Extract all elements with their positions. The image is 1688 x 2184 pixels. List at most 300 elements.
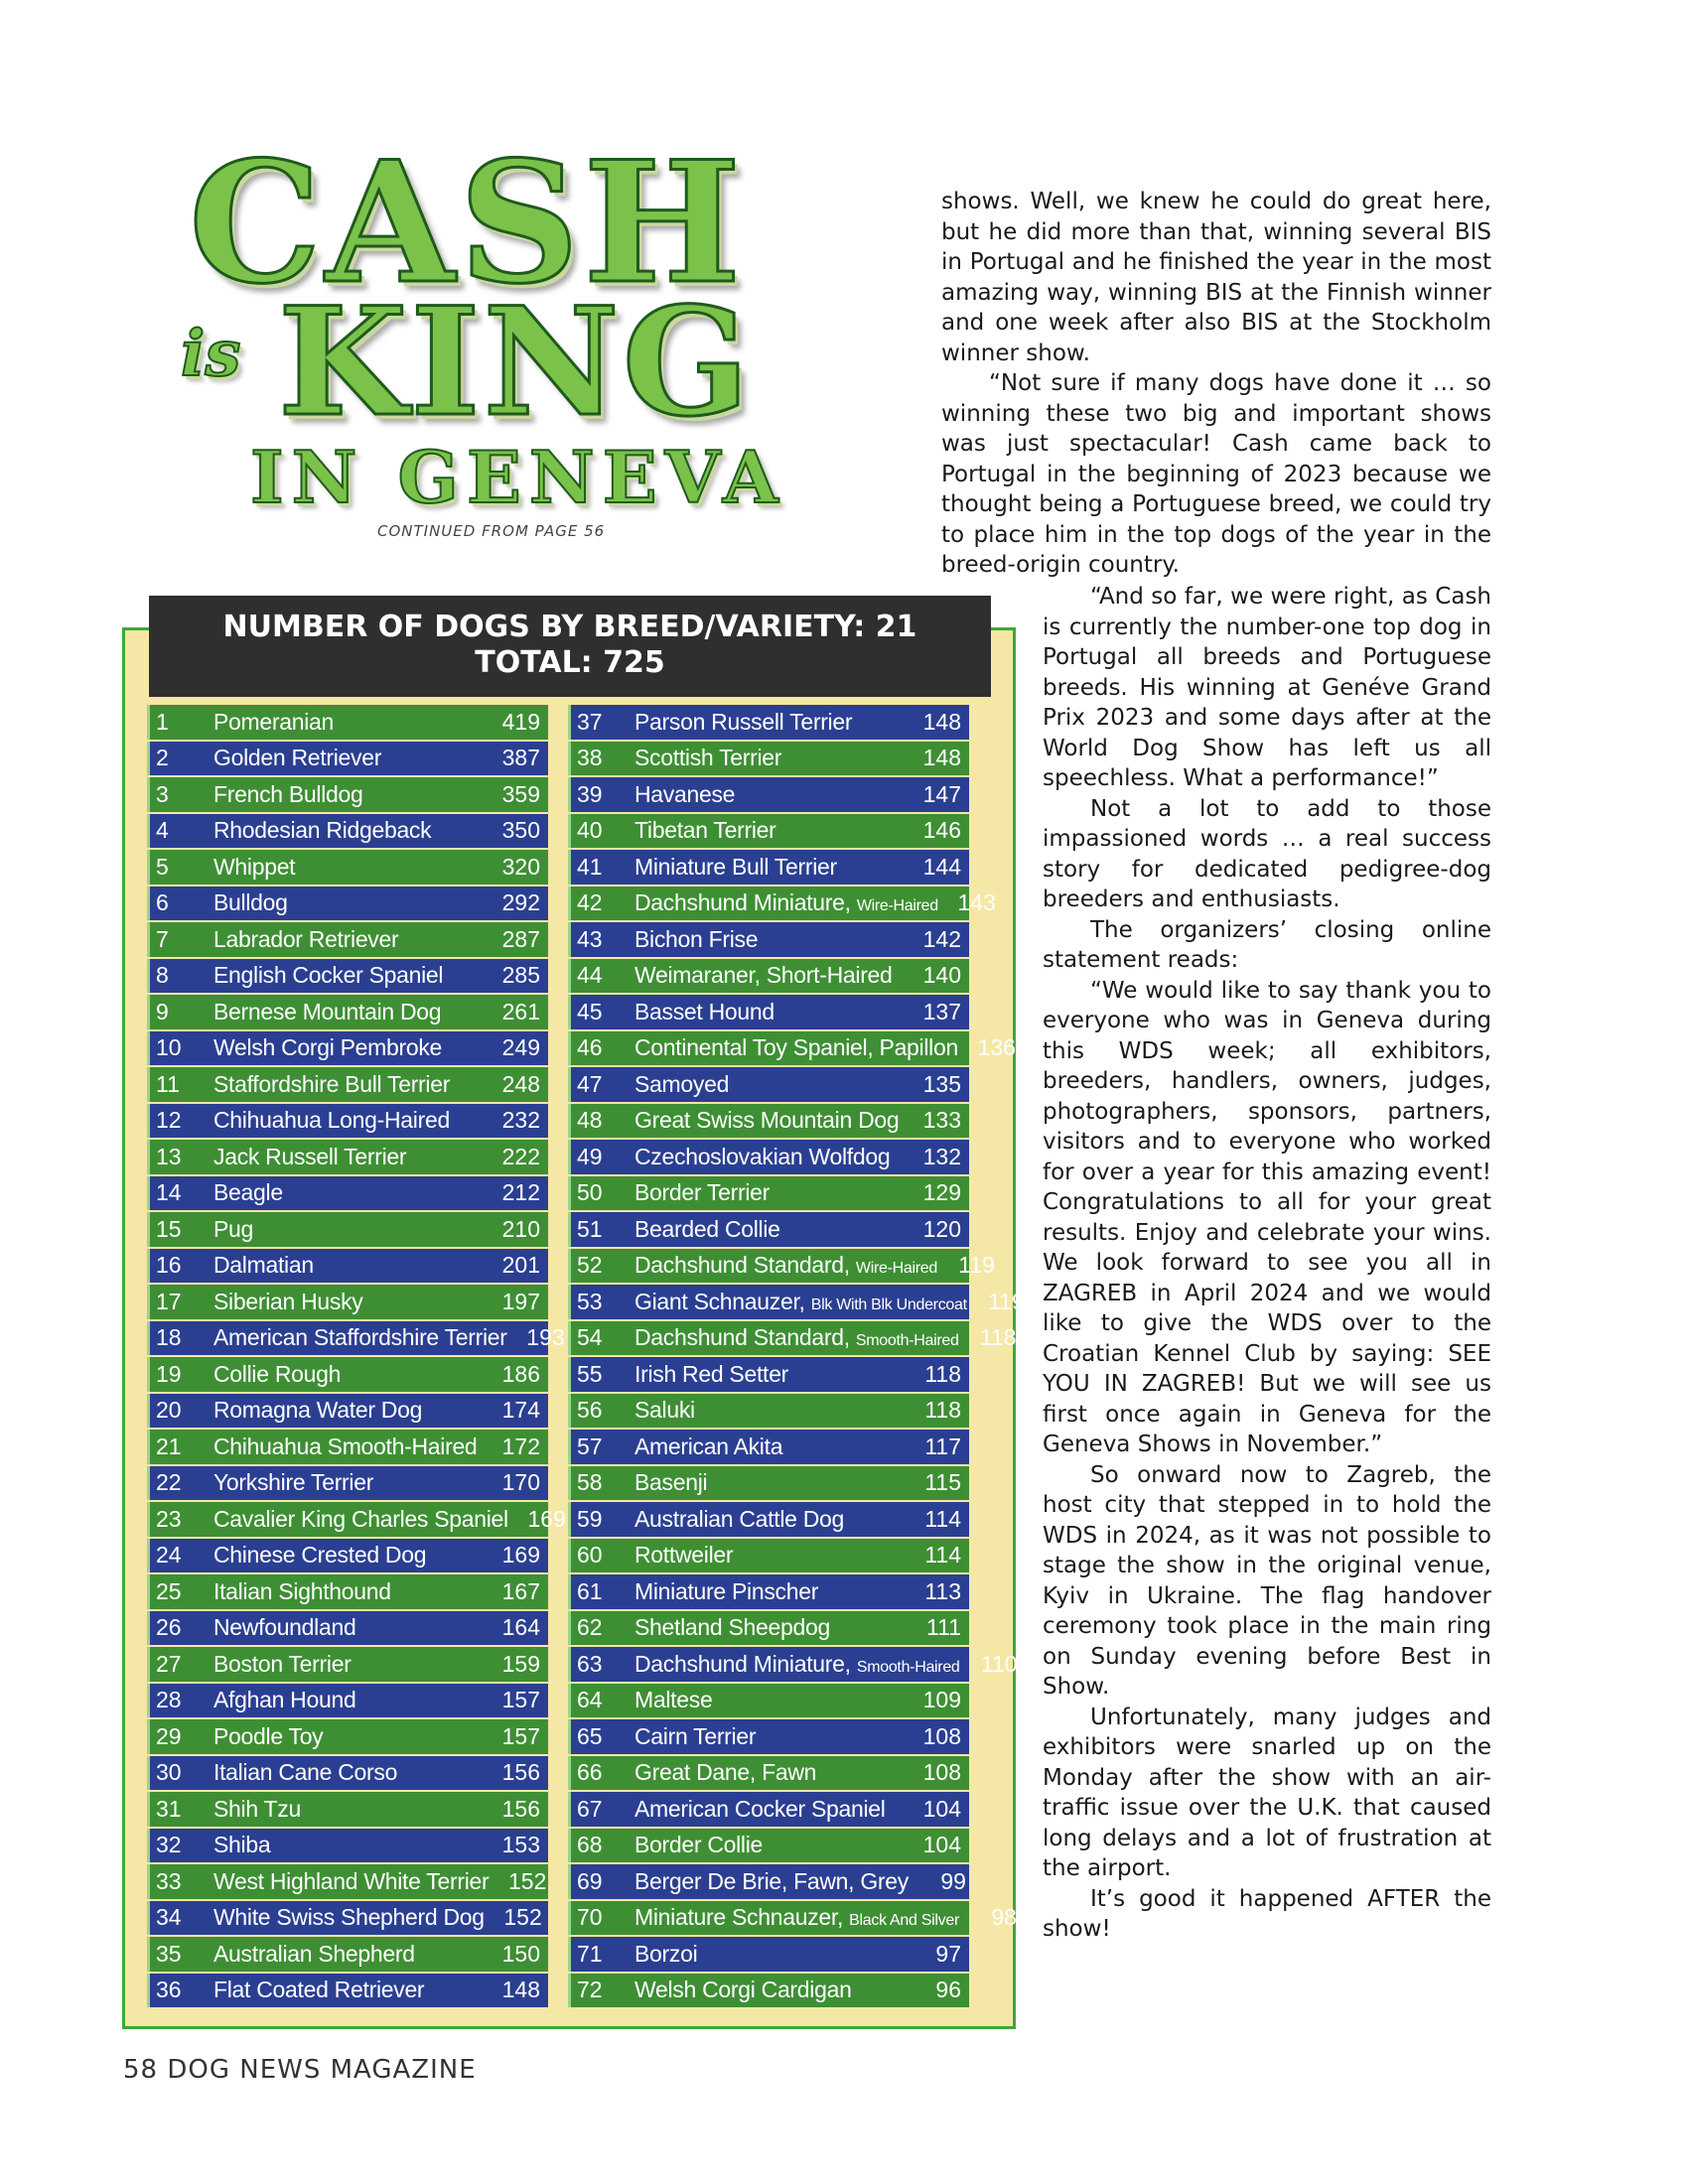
row-breed-name: Shetland Sheepdog	[634, 1614, 830, 1641]
row-count: 142	[922, 925, 961, 952]
table-row	[147, 959, 548, 994]
row-rank: 61	[577, 1577, 603, 1604]
table-row	[568, 1792, 969, 1827]
row-breed-name: West Highland White Terrier	[213, 1867, 490, 1894]
row-breed-variety: Smooth-Haired	[856, 1658, 960, 1676]
row-breed-name: American Staffordshire Terrier	[213, 1324, 507, 1351]
row-breed-name: Chihuahua Long-Haired	[213, 1107, 450, 1134]
row-breed	[213, 1759, 483, 1786]
table-row	[147, 1829, 548, 1863]
row-rank: 5	[156, 853, 169, 880]
row-rank: 7	[156, 925, 169, 952]
row-count: 146	[922, 817, 961, 844]
row-breed	[634, 962, 904, 989]
row-breed	[634, 999, 904, 1025]
table-row	[568, 1466, 969, 1501]
row-count: 99	[940, 1867, 966, 1894]
row-breed	[213, 781, 483, 808]
row-breed	[213, 1433, 483, 1460]
table-row	[568, 1684, 969, 1718]
table-row	[147, 1792, 548, 1827]
row-rank: 6	[156, 889, 169, 916]
row-breed	[634, 1941, 904, 1968]
table-row	[568, 887, 996, 921]
row-breed	[213, 1796, 483, 1823]
row-breed-name: Dachshund Standard,	[634, 1324, 856, 1351]
table-row	[147, 1321, 565, 1356]
row-breed-name: Australian Shepherd	[213, 1940, 415, 1967]
row-breed-name: Pomeranian	[213, 708, 335, 735]
article-paragraph: “Not sure if many dogs have done it … so winning these two big and important shows was just spectacular! Cash came back to Portugal in the beginning of 2023 because we thought being a Portuguese breed, we could try to place him in the top dogs of the year in the breed-origin country.	[941, 370, 1491, 578]
row-breed-name: Rhodesian Ridgeback	[213, 817, 432, 844]
row-breed-name: Havanese	[634, 780, 736, 807]
row-breed	[213, 889, 483, 916]
table-row	[147, 1647, 548, 1682]
table-row	[568, 1647, 1018, 1682]
table-row	[147, 1502, 566, 1537]
row-breed	[213, 962, 483, 989]
row-count: 285	[501, 962, 540, 989]
row-rank: 24	[156, 1542, 182, 1569]
table-row	[147, 1937, 548, 1972]
row-breed	[213, 1361, 483, 1388]
row-breed	[213, 1651, 483, 1678]
row-rank: 35	[156, 1940, 182, 1967]
row-breed	[634, 1904, 959, 1931]
row-rank: 70	[577, 1904, 603, 1931]
table-row	[568, 1502, 969, 1537]
row-count: 135	[922, 1070, 961, 1097]
table-row	[147, 1067, 548, 1102]
row-count: 104	[922, 1795, 961, 1822]
row-breed	[634, 1071, 904, 1098]
row-breed	[213, 1034, 483, 1061]
page-footer: 58 DOG NEWS MAGAZINE	[123, 2055, 477, 2085]
row-rank: 19	[156, 1360, 182, 1387]
table-row	[147, 1140, 548, 1174]
row-breed	[634, 1723, 904, 1750]
row-breed	[213, 1904, 485, 1931]
row-breed-name: Border Terrier	[634, 1179, 770, 1206]
row-breed-name: Chinese Crested Dog	[213, 1542, 427, 1569]
row-breed-name: American Akita	[634, 1433, 783, 1459]
row-rank: 63	[577, 1650, 603, 1677]
row-breed-variety: Black And Silver	[849, 1912, 959, 1930]
row-count: 359	[501, 780, 540, 807]
headline-in-geneva: IN GENEVA	[250, 435, 786, 519]
row-rank: 1	[156, 708, 169, 735]
row-breed	[213, 1071, 483, 1098]
row-rank: 42	[577, 889, 603, 916]
row-breed-name: Romagna Water Dog	[213, 1397, 423, 1424]
row-breed-name: Flat Coated Retriever	[213, 1977, 425, 2003]
row-breed-name: Maltese	[634, 1687, 713, 1713]
row-count: 136	[977, 1034, 1016, 1061]
row-count: 147	[922, 780, 961, 807]
table-row	[147, 1756, 548, 1791]
row-breed-name: Bulldog	[213, 889, 288, 916]
row-rank: 41	[577, 853, 603, 880]
row-rank: 9	[156, 998, 169, 1024]
row-count: 212	[501, 1179, 540, 1206]
article-paragraph: “And so far, we were right, as Cash is currently the number-one top dog in Portugal all breeds and Portuguese breeds. His winning at Genéve Grand Prix 2023 and some days after at the World Dog Show has left us all speechless. What a performance!”	[1043, 584, 1491, 791]
row-breed-name: Collie Rough	[213, 1360, 342, 1387]
row-breed-variety: Smooth-Haired	[855, 1332, 959, 1350]
row-breed	[634, 1578, 904, 1605]
row-rank: 11	[156, 1070, 180, 1097]
row-breed	[634, 1868, 909, 1895]
row-breed-name: French Bulldog	[213, 780, 363, 807]
row-breed	[213, 1216, 483, 1243]
row-breed	[213, 1687, 483, 1713]
row-breed-name: English Cocker Spaniel	[213, 962, 444, 989]
row-breed-name: Shih Tzu	[213, 1795, 301, 1822]
row-breed-name: Border Collie	[634, 1832, 764, 1858]
row-breed	[213, 1542, 483, 1569]
breed-table-right-column	[568, 705, 1025, 2009]
row-breed	[634, 1469, 904, 1496]
table-row	[568, 1285, 1025, 1319]
row-breed	[213, 1107, 483, 1134]
row-count: 148	[922, 708, 961, 735]
row-rank: 53	[577, 1288, 603, 1314]
row-breed	[634, 1144, 904, 1170]
table-row	[568, 1357, 969, 1392]
table-row	[147, 1466, 548, 1501]
article-paragraph: “We would like to say thank you to everyone who was in Geneva during this WDS week; all exhibitors, breeders, handlers, owners, judges, photographers, sponsors, partners, visitors and to everyone who worked for over a year for this amazing event! Congratulations to all for your great results. Enjoy and celebrate your wins. We look forward to see you all in ZAGREB in April 2024 and we would like to give the WDS over to the Croatian Kennel Club by saying: SEE YOU IN ZAGREB! But we will see us first once again in Geneva for the Geneva Shows in November.”	[1043, 977, 1491, 1457]
row-rank: 15	[156, 1215, 182, 1242]
row-breed	[634, 1107, 904, 1134]
row-breed	[634, 1216, 904, 1243]
row-breed-name: Continental Toy Spaniel, Papillon	[634, 1034, 958, 1061]
row-rank: 51	[577, 1215, 603, 1242]
row-rank: 39	[577, 780, 603, 807]
row-breed	[213, 817, 483, 844]
row-breed-name: Afghan Hound	[213, 1687, 356, 1713]
row-count: 156	[501, 1795, 540, 1822]
row-breed-name: Basset Hound	[634, 998, 774, 1024]
row-breed	[213, 1868, 489, 1895]
row-breed	[213, 1977, 483, 2003]
row-breed-name: Parson Russell Terrier	[634, 708, 853, 735]
row-count: 111	[926, 1614, 961, 1641]
row-breed	[213, 1179, 483, 1206]
table-row	[147, 742, 548, 776]
row-count: 108	[922, 1722, 961, 1749]
row-count: 115	[924, 1469, 961, 1496]
row-breed-name: Poodle Toy	[213, 1722, 324, 1749]
row-count: 152	[508, 1867, 547, 1894]
row-count: 248	[501, 1070, 540, 1097]
table-row	[568, 1104, 969, 1139]
row-rank: 68	[577, 1832, 603, 1858]
article-paragraph: Unfortunately, many judges and exhibitors were snarled up on the Monday after the show with an air-traffic issue over the U.K. that caused long delays and a lot of frustration at the airport.	[1043, 1704, 1491, 1881]
row-rank: 36	[156, 1977, 182, 2003]
row-breed	[634, 709, 904, 736]
row-breed	[213, 1578, 483, 1605]
row-breed	[634, 1614, 904, 1641]
row-count: 110	[980, 1650, 1018, 1677]
row-breed	[634, 1687, 904, 1713]
table-row	[147, 1176, 548, 1211]
row-breed	[634, 1796, 904, 1823]
row-breed-name: Staffordshire Bull Terrier	[213, 1070, 451, 1097]
row-rank: 54	[577, 1324, 603, 1351]
row-count: 114	[924, 1542, 961, 1569]
table-row	[147, 1430, 548, 1464]
row-breed-name: Cavalier King Charles Spaniel	[213, 1505, 508, 1532]
row-count: 197	[501, 1288, 540, 1314]
table-row	[568, 959, 969, 994]
row-count: 193	[526, 1324, 565, 1351]
table-row	[147, 1974, 548, 2008]
row-count: 172	[501, 1433, 540, 1459]
row-count: 164	[501, 1614, 540, 1641]
row-count: 232	[501, 1107, 540, 1134]
row-rank: 25	[156, 1577, 182, 1604]
row-count: 292	[501, 889, 540, 916]
row-rank: 49	[577, 1143, 603, 1169]
row-rank: 33	[156, 1867, 182, 1894]
row-rank: 58	[577, 1469, 603, 1496]
row-rank: 10	[156, 1034, 182, 1061]
row-count: 129	[922, 1179, 961, 1206]
row-breed	[634, 1324, 959, 1351]
headline-art	[179, 124, 814, 519]
table-row	[147, 922, 548, 957]
row-count: 169	[527, 1505, 566, 1532]
table-row	[568, 1901, 1017, 1936]
row-rank: 27	[156, 1650, 182, 1677]
row-breed-name: Jack Russell Terrier	[213, 1143, 407, 1169]
table-row	[568, 1031, 1016, 1066]
row-breed	[634, 1832, 904, 1858]
table-row	[147, 995, 548, 1029]
row-breed-name: Irish Red Setter	[634, 1360, 788, 1387]
row-breed-name: Welsh Corgi Pembroke	[213, 1034, 443, 1061]
row-rank: 12	[156, 1107, 182, 1134]
table-row	[568, 777, 969, 812]
row-breed	[634, 926, 904, 953]
row-rank: 29	[156, 1722, 182, 1749]
row-count: 157	[501, 1722, 540, 1749]
row-rank: 26	[156, 1614, 182, 1641]
table-row	[568, 1937, 969, 1972]
table-row	[147, 814, 548, 849]
row-breed-name: Dachshund Miniature,	[634, 889, 857, 916]
row-breed	[213, 1324, 507, 1351]
headline-cash: CASH	[189, 124, 746, 321]
row-rank: 40	[577, 817, 603, 844]
headline-king: KING	[278, 275, 753, 450]
row-count: 167	[501, 1577, 540, 1604]
row-rank: 38	[577, 745, 603, 771]
row-breed	[213, 1397, 483, 1424]
row-breed	[213, 1289, 483, 1315]
row-rank: 50	[577, 1179, 603, 1206]
table-row	[568, 1719, 969, 1754]
table-row	[568, 1539, 969, 1573]
row-breed-name: Dachshund Standard,	[634, 1252, 856, 1279]
table-row	[568, 814, 969, 849]
row-count: 104	[922, 1832, 961, 1858]
table-row	[147, 1864, 548, 1899]
row-rank: 67	[577, 1795, 603, 1822]
table-row	[147, 1901, 548, 1936]
table-row	[147, 850, 548, 885]
row-breed	[634, 1252, 937, 1279]
row-rank: 44	[577, 962, 603, 989]
row-count: 132	[922, 1143, 961, 1169]
row-breed-variety: Blk With Blk Undercoat	[810, 1296, 967, 1313]
row-rank: 48	[577, 1107, 603, 1134]
row-count: 387	[501, 745, 540, 771]
row-rank: 22	[156, 1469, 182, 1496]
row-rank: 52	[577, 1252, 603, 1279]
row-rank: 66	[577, 1759, 603, 1786]
row-breed	[634, 889, 938, 916]
article-paragraph: Not a lot to add to those impassioned words … a real success story for dedicated pedigree-dog breeders and enthusiasts.	[1043, 795, 1491, 912]
row-rank: 28	[156, 1687, 182, 1713]
row-count: 153	[501, 1832, 540, 1858]
row-breed-name: Yorkshire Terrier	[213, 1469, 374, 1496]
row-breed-name: Borzoi	[634, 1940, 698, 1967]
row-count: 108	[922, 1759, 961, 1786]
row-breed	[213, 1469, 483, 1496]
table-row	[568, 1829, 969, 1863]
row-breed	[213, 999, 483, 1025]
row-breed	[634, 1289, 967, 1315]
row-rank: 47	[577, 1070, 603, 1097]
row-rank: 69	[577, 1867, 603, 1894]
row-breed-name: Dachshund Miniature,	[634, 1650, 857, 1677]
row-count: 174	[501, 1397, 540, 1424]
row-rank: 18	[156, 1324, 182, 1351]
row-count: 222	[501, 1143, 540, 1169]
article-paragraph: It’s good it happened AFTER the show!	[1043, 1885, 1491, 1942]
row-count: 186	[501, 1360, 540, 1387]
table-row	[147, 705, 548, 740]
row-breed	[634, 745, 904, 771]
row-count: 119	[988, 1288, 1025, 1314]
row-breed	[213, 1144, 483, 1170]
row-breed	[213, 1723, 483, 1750]
row-breed	[213, 1252, 483, 1279]
table-row	[147, 1212, 548, 1247]
row-rank: 14	[156, 1179, 182, 1206]
row-count: 287	[501, 925, 540, 952]
row-breed-name: Bernese Mountain Dog	[213, 998, 442, 1024]
row-count: 170	[501, 1469, 540, 1496]
row-breed	[634, 1179, 904, 1206]
row-rank: 3	[156, 780, 169, 807]
row-count: 144	[922, 853, 961, 880]
row-breed-name: Berger De Brie, Fawn, Grey	[634, 1867, 909, 1894]
continued-note: CONTINUED FROM PAGE 56	[377, 522, 606, 540]
table-row	[568, 705, 969, 740]
table-row	[568, 1864, 969, 1899]
row-rank: 64	[577, 1687, 603, 1713]
row-breed-name: Great Dane, Fawn	[634, 1759, 817, 1786]
row-count: 113	[924, 1577, 961, 1604]
row-rank: 13	[156, 1143, 182, 1169]
row-breed-name: Whippet	[213, 853, 296, 880]
article-column-bottom	[1043, 582, 1491, 1945]
row-breed-name: Pug	[213, 1215, 254, 1242]
table-row	[147, 777, 548, 812]
row-breed-name: Giant Schnauzer,	[634, 1288, 811, 1314]
row-count: 159	[501, 1650, 540, 1677]
row-count: 261	[501, 998, 540, 1024]
row-rank: 32	[156, 1832, 182, 1858]
row-rank: 2	[156, 745, 169, 771]
row-rank: 23	[156, 1505, 182, 1532]
row-rank: 57	[577, 1433, 603, 1459]
row-count: 249	[501, 1034, 540, 1061]
row-breed-name: Golden Retriever	[213, 745, 382, 771]
row-breed-name: Basenji	[634, 1469, 708, 1496]
table-row	[568, 1756, 969, 1791]
row-breed-name: Italian Cane Corso	[213, 1759, 398, 1786]
row-breed-name: Siberian Husky	[213, 1288, 363, 1314]
table-row	[147, 1357, 548, 1392]
table-row	[147, 887, 548, 921]
row-rank: 37	[577, 708, 603, 735]
row-rank: 43	[577, 925, 603, 952]
row-rank: 65	[577, 1722, 603, 1749]
article-paragraph: So onward now to Zagreb, the host city that stepped in to hold the WDS in 2024, as it was not possible to stage the show in the original venue, Kyiv in Ukraine. The flag handover ceremony took place in the main ring on Sunday evening before Best in Show.	[1043, 1461, 1491, 1700]
row-count: 119	[958, 1252, 995, 1279]
table-header-line2: TOTAL: 725	[475, 645, 665, 680]
row-count: 150	[501, 1940, 540, 1967]
row-breed-name: Boston Terrier	[213, 1650, 352, 1677]
row-count: 118	[924, 1360, 961, 1387]
table-row	[568, 995, 969, 1029]
row-breed-name: Great Swiss Mountain Dog	[634, 1107, 900, 1134]
row-count: 98	[991, 1904, 1017, 1931]
row-breed	[634, 1034, 958, 1061]
row-count: 148	[501, 1977, 540, 2003]
row-count: 109	[922, 1687, 961, 1713]
row-breed-name: Labrador Retriever	[213, 925, 399, 952]
row-breed	[213, 709, 483, 736]
row-breed-name: Rottweiler	[634, 1542, 734, 1569]
table-row	[147, 1539, 548, 1573]
table-row	[147, 1684, 548, 1718]
headline-is: is	[181, 317, 241, 391]
table-row	[147, 1394, 548, 1429]
row-count: 97	[935, 1940, 961, 1967]
row-rank: 20	[156, 1397, 182, 1424]
row-breed	[634, 1759, 904, 1786]
row-breed-name: Italian Sighthound	[213, 1577, 391, 1604]
row-breed-name: Samoyed	[634, 1070, 730, 1097]
row-breed	[213, 745, 483, 771]
row-breed-name: Welsh Corgi Cardigan	[634, 1977, 852, 2003]
row-breed-name: White Swiss Shepherd Dog	[213, 1904, 485, 1931]
row-count: 143	[957, 889, 996, 916]
row-rank: 71	[577, 1940, 603, 1967]
row-count: 148	[922, 745, 961, 771]
row-breed	[634, 1361, 904, 1388]
row-rank: 30	[156, 1759, 182, 1786]
table-row	[568, 742, 969, 776]
row-breed	[634, 854, 904, 881]
row-breed-name: Cairn Terrier	[634, 1722, 757, 1749]
row-count: 210	[501, 1215, 540, 1242]
row-count: 320	[501, 853, 540, 880]
row-breed-name: Scottish Terrier	[634, 745, 782, 771]
